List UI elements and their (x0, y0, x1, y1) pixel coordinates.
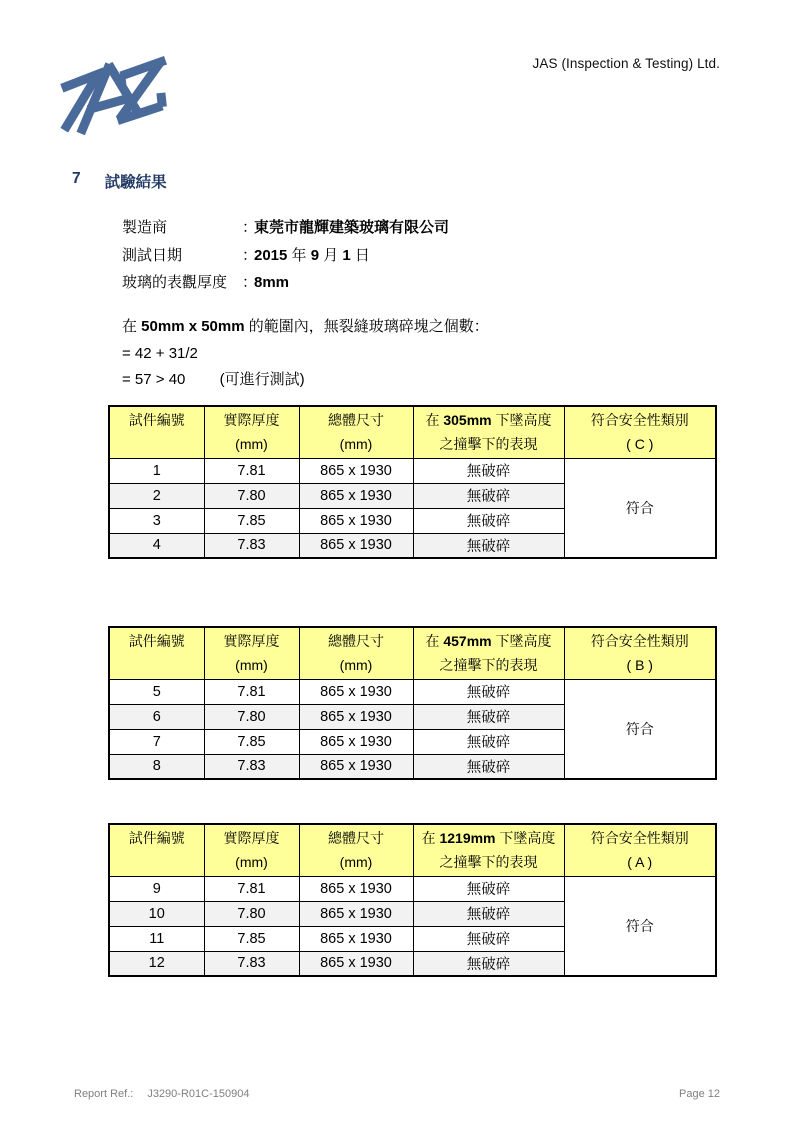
table-cell: 7.81 (204, 458, 299, 483)
fragment-count-calculation (122, 341, 489, 368)
text-segment: 總體尺寸 (328, 412, 384, 428)
column-header (109, 627, 204, 679)
fragment-count-block (122, 314, 489, 394)
page-number: Page 12 (679, 1088, 720, 1100)
table-cell: 7.83 (204, 754, 299, 779)
table-cell: 2 (109, 483, 204, 508)
text-segment: 試件編號 (128, 412, 185, 428)
table-row (109, 876, 716, 901)
table-cell: 無破碎 (413, 704, 564, 729)
table-cell: 865 x 1930 (299, 704, 413, 729)
table-cell: 865 x 1930 (299, 876, 413, 901)
text-segment: 1 (342, 246, 351, 264)
table-cell: 865 x 1930 (299, 901, 413, 926)
results-table-container-2 (108, 626, 717, 780)
column-header-line2: ( B ) (626, 657, 653, 673)
table-cell: 865 x 1930 (299, 483, 413, 508)
table-cell: 10 (109, 901, 204, 926)
column-header-line2: ( A ) (627, 854, 653, 870)
info-row-glass-thickness (122, 269, 449, 297)
manufacturer-label: 製造商 (122, 219, 168, 236)
column-header-line2: (mm) (339, 657, 373, 673)
results-table (108, 626, 717, 780)
table-cell: 4 (109, 533, 204, 558)
text-segment: 在 (425, 412, 444, 428)
text-segment: 符合安全性類別 (590, 633, 689, 649)
text-segment: 日 (350, 246, 370, 264)
table-cell: 7.81 (204, 679, 299, 704)
column-header-line2: (mm) (235, 436, 268, 452)
column-header (204, 406, 299, 458)
table-cell: 865 x 1930 (299, 458, 413, 483)
table-cell: 無破碎 (413, 876, 564, 901)
report-ref-value: J3290-R01C-150904 (147, 1088, 250, 1100)
table-cell: 5 (109, 679, 204, 704)
table-cell: 7.81 (204, 876, 299, 901)
table-cell: 無破碎 (413, 951, 564, 976)
table-cell: 7.83 (204, 533, 299, 558)
table-cell: 3 (109, 508, 204, 533)
table-cell: 865 x 1930 (299, 951, 413, 976)
column-header-line2: 之撞擊下的表現 (439, 436, 538, 452)
table-cell: 6 (109, 704, 204, 729)
results-table (108, 405, 717, 559)
column-header-line2: (mm) (339, 436, 373, 452)
text-segment: 實際厚度 (223, 830, 280, 846)
column-header (109, 406, 204, 458)
text-segment: 試件編號 (128, 830, 185, 846)
table-cell: 865 x 1930 (299, 508, 413, 533)
manufacturer-value (254, 214, 449, 242)
column-header (204, 824, 299, 876)
table-cell: 無破碎 (413, 901, 564, 926)
table-cell: 無破碎 (413, 483, 564, 508)
text-segment: 下墜高度 (491, 633, 552, 649)
text-segment: 月 (319, 246, 343, 264)
compliance-result-cell: 符合 (564, 679, 716, 779)
column-header (299, 824, 413, 876)
text-segment: 1219mm (439, 830, 496, 846)
column-header (204, 627, 299, 679)
column-header (299, 627, 413, 679)
test-date-value (254, 242, 370, 270)
column-header (299, 406, 413, 458)
info-block (122, 214, 449, 297)
text-segment: 下墜高度 (495, 830, 556, 846)
fragment-count-statement (122, 314, 489, 341)
jas-logo-icon (56, 48, 188, 144)
text-segment: 50mm x 50mm (141, 318, 245, 335)
table-cell: 865 x 1930 (299, 729, 413, 754)
table-cell: 11 (109, 926, 204, 951)
column-header (413, 824, 564, 876)
table-cell: 865 x 1930 (299, 754, 413, 779)
text-segment: 的範圍內，無裂縫玻璃碎塊之個數： (244, 318, 489, 335)
text-segment: 東莞市龍輝建築玻璃有限公司 (254, 219, 450, 236)
section-heading (72, 170, 167, 192)
text-segment: 305mm (443, 412, 492, 428)
table-cell: 7.85 (204, 926, 299, 951)
section-number: 7 (72, 170, 81, 187)
table-header-row (109, 627, 716, 679)
column-header-line2: (mm) (235, 854, 268, 870)
column-header-line2: (mm) (339, 854, 373, 870)
text-segment: 符合安全性類別 (590, 412, 689, 428)
info-row-test-date (122, 242, 449, 270)
column-header (413, 627, 564, 679)
table-cell: 12 (109, 951, 204, 976)
table-cell: 無破碎 (413, 754, 564, 779)
column-header (564, 627, 716, 679)
results-table-container-3 (108, 823, 717, 977)
colon-separator: ： (242, 219, 258, 236)
text-segment: 年 (287, 246, 311, 264)
compliance-result-cell: 符合 (564, 458, 716, 558)
glass-thickness-label: 玻璃的表觀厚度 (122, 274, 228, 291)
text-segment: 在 (425, 633, 444, 649)
table-cell: 7.80 (204, 704, 299, 729)
section-title: 試驗結果 (104, 174, 167, 191)
table-row (109, 458, 716, 483)
column-header-line2: (mm) (235, 657, 268, 673)
table-cell: 1 (109, 458, 204, 483)
table-cell: 7 (109, 729, 204, 754)
text-segment: 符合安全性類別 (590, 830, 689, 846)
table-row (109, 679, 716, 704)
text-segment: 在 (122, 318, 142, 335)
fragment-count-note: (可進行測試) (219, 371, 305, 388)
info-row-manufacturer (122, 214, 449, 242)
jas-logo (56, 48, 188, 144)
results-table-container-1 (108, 405, 717, 559)
text-segment: 總體尺寸 (328, 830, 384, 846)
text-segment: = 57 > 40 (122, 371, 186, 388)
fragment-count-result (122, 367, 489, 394)
text-segment: 在 (421, 830, 440, 846)
report-ref-label: Report Ref.: (74, 1088, 134, 1100)
table-cell: 8 (109, 754, 204, 779)
table-cell: 7.83 (204, 951, 299, 976)
test-date-label: 測試日期 (122, 246, 183, 264)
table-cell: 無破碎 (413, 458, 564, 483)
table-cell: 865 x 1930 (299, 679, 413, 704)
table-cell: 9 (109, 876, 204, 901)
table-cell: 7.85 (204, 729, 299, 754)
table-cell: 865 x 1930 (299, 926, 413, 951)
text-segment: 9 (310, 246, 320, 264)
table-cell: 無破碎 (413, 679, 564, 704)
text-segment: 2015 (254, 246, 288, 264)
column-header-line2: 之撞擊下的表現 (439, 854, 538, 870)
text-segment: = 42 + 31/2 (122, 344, 198, 362)
company-name: JAS (Inspection & Testing) Ltd. (532, 56, 720, 71)
fragment-count-result-value (122, 371, 185, 388)
column-header (564, 406, 716, 458)
table-cell: 無破碎 (413, 508, 564, 533)
text-segment: 下墜高度 (491, 412, 552, 428)
column-header-line2: 之撞擊下的表現 (439, 657, 538, 673)
column-header (564, 824, 716, 876)
column-header-line2: ( C ) (626, 436, 654, 452)
table-header-row (109, 824, 716, 876)
colon-separator: ： (242, 274, 258, 291)
text-segment: 457mm (443, 633, 492, 649)
table-cell: 7.85 (204, 508, 299, 533)
results-table (108, 823, 717, 977)
compliance-result-cell: 符合 (564, 876, 716, 976)
column-header (413, 406, 564, 458)
text-segment: 總體尺寸 (328, 633, 384, 649)
table-cell: 無破碎 (413, 926, 564, 951)
table-header-row (109, 406, 716, 458)
text-segment: 試件編號 (128, 633, 185, 649)
table-cell: 無破碎 (413, 533, 564, 558)
text-segment: 8mm (254, 274, 290, 291)
table-cell: 7.80 (204, 483, 299, 508)
text-segment: 實際厚度 (223, 633, 280, 649)
table-cell: 865 x 1930 (299, 533, 413, 558)
text-segment: 實際厚度 (223, 412, 280, 428)
table-cell: 無破碎 (413, 729, 564, 754)
table-cell: 7.80 (204, 901, 299, 926)
colon-separator: ： (242, 246, 258, 264)
column-header (109, 824, 204, 876)
glass-thickness-value (254, 269, 289, 297)
report-ref (74, 1088, 249, 1100)
